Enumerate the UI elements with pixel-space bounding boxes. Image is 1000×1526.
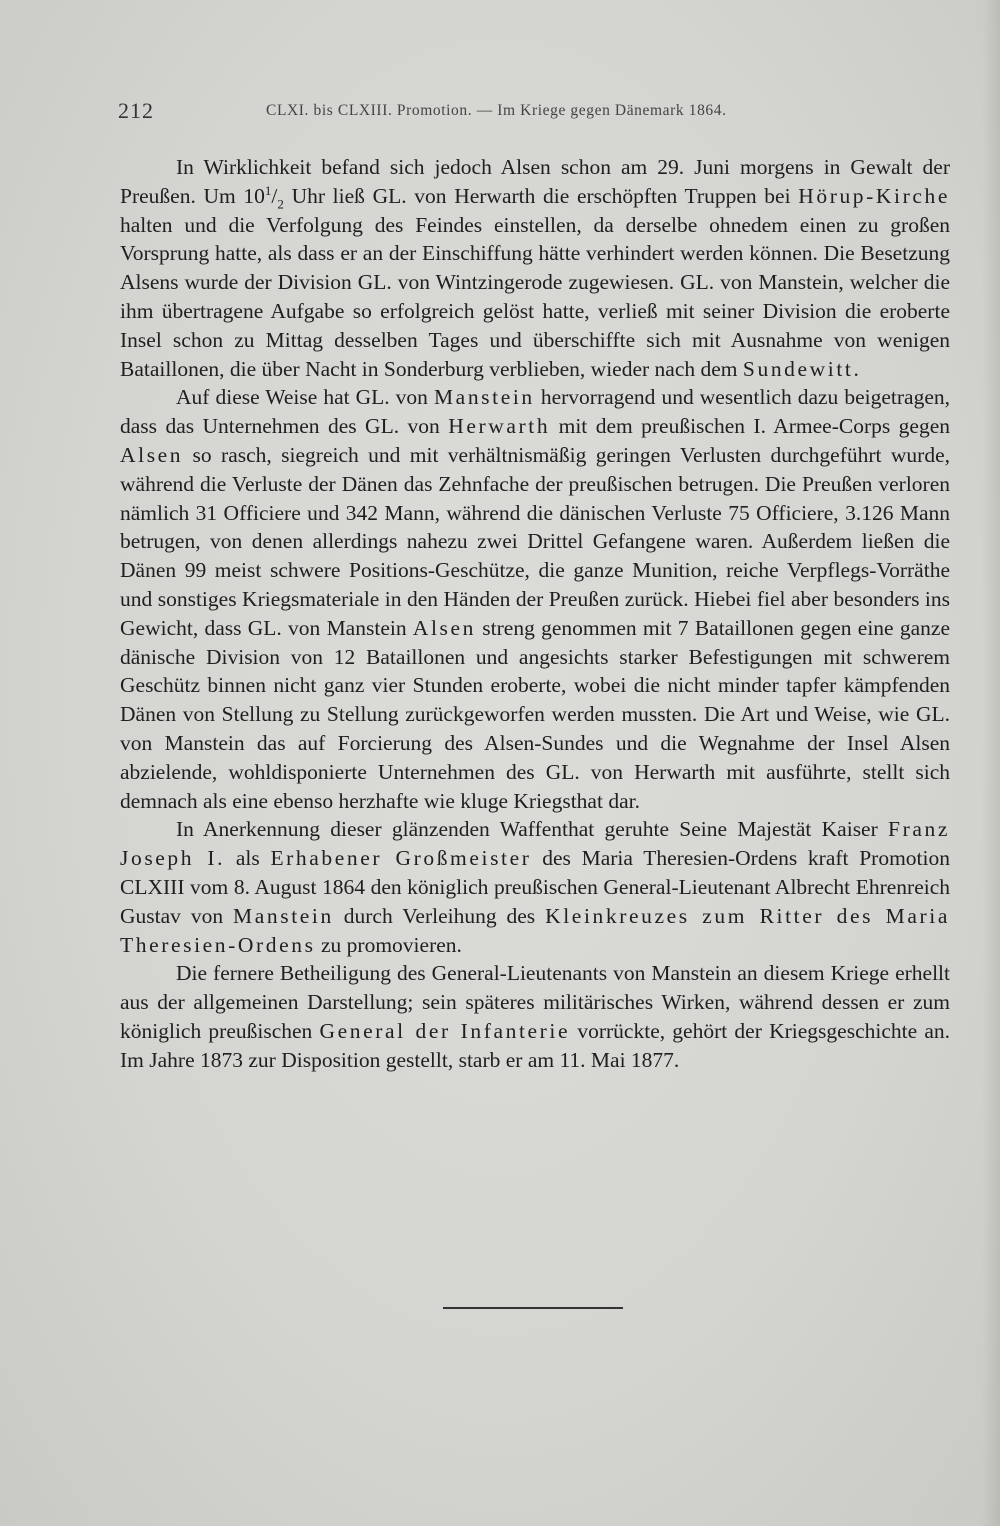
text-run: hervorragend und wesentlich dazu beigetragen, dass das Unternehmen des GL. von (120, 385, 950, 439)
text-run: vorrückte, gehört der Kriegsgeschichte an. Im Jahre 1873 zur Disposition gestellt, starb er am 11. Mai 1877. (120, 1018, 951, 1072)
spaced-name: Erhabener Großmeister (270, 846, 532, 871)
paragraph-3 (120, 815, 950, 959)
text-run: In Wirklichkeit befand sich jedoch Alsen schon am 29. Juni morgens in Gewalt der Preußen. Um 10 (120, 155, 950, 208)
fraction-numerator: 1 (264, 182, 272, 198)
fraction-slash: / (271, 183, 278, 208)
running-head: CLXI. bis CLXIII. Promotion. — Im Kriege gegen Dänemark 1864. (266, 102, 727, 119)
paragraph-1 (120, 153, 950, 383)
spaced-name: Herwarth (448, 414, 551, 439)
text-run: durch Verleihung des (333, 903, 546, 928)
text-run: zu promovieren. (315, 932, 462, 957)
fraction-denominator: 2 (277, 196, 284, 212)
text-run: so rasch, siegreich und mit verhältnismäßig geringen Verlusten durchgeführt wurde, während die Verluste der Dänen das Zehnfache der preußischen betrugen. Die Preußen verloren nämlich 31 Officiere und 342 Mann, während die dänischen Verluste 75 Officiere, 3.126 Mann betrugen, von denen allerdings nahezu zwei Drittel Gefangene waren. Außerdem ließen die Dänen 99 meist schwere Positions-Geschütze, die ganze Munition, reiche Verpflegs-Vorräthe und sonstiges Kriegsmateriale in den Händen der Preußen zurück. Hiebei fiel aber besonders ins Gewicht, dass GL. von Manstein (120, 442, 950, 640)
text-run: Auf diese Weise hat GL. von (176, 385, 434, 410)
spaced-name: General der Infanterie (319, 1018, 571, 1043)
text-run: mit dem preußischen I. Armee-Corps gegen (550, 414, 950, 439)
spaced-name: Kleinkreuzes zum Ritter des Maria Theresien-Ordens (120, 903, 950, 957)
spaced-name: Alsen (412, 615, 477, 640)
text-run: halten und die Verfolgung des Feindes einstellen, da derselbe ohnedem einen zu großen Vorsprung hatte, als dass er an der Einschiffung hätte verhindert werden können. Die Besetzung Alsens wurde der Division GL. von Wintzingerode zugewiesen. GL. von Manstein, welcher die ihm übertragene Aufgabe so erfolgreich gelöst hatte, verließ mit seiner Division die eroberte Insel schon zu Mittag desselben Tages und überschiffte sich mit Ausnahme von wenigen Bataillonen, die über Nacht in Sonderburg verblieben, wieder nach dem (120, 212, 950, 381)
text-run: des Maria Theresien-Ordens kraft Promotion CLXIII vom 8. August 1864 den königlich preußischen General-Lieutenant Albrecht Ehrenreich Gustav von (120, 846, 950, 928)
paragraph-4 (120, 959, 950, 1074)
text-run: . (853, 356, 859, 381)
spaced-name: Franz Joseph I. (120, 817, 950, 871)
spaced-name: Hörup-Kirche (798, 183, 951, 208)
text-run: als (225, 846, 271, 871)
text-run: Die fernere Betheiligung des General-Lieutenants von Manstein an diesem Kriege erhellt aus der allgemeinen Darstellung; sein späteres militärisches Wirken, während dessen er zum königlich preußischen (120, 961, 950, 1043)
page-number: 212 (118, 98, 154, 123)
spaced-name: Alsen (120, 442, 184, 467)
spaced-name: Sundewitt (742, 356, 854, 381)
spaced-name: Manstein (433, 385, 535, 410)
text-run: streng genommen mit 7 Bataillonen gegen eine ganze dänische Division von 12 Bataillonen und angesichts starker Befestigungen mit schwerem Geschütz binnen nicht ganz vier Stunden eroberte, wobei die nicht minder tapfer kämpfenden Dänen von Stellung zu Stellung zurückgeworfen werden mussten. Die Art und Weise, wie GL. von Manstein das auf Forcierung des Alsen-Sundes und die Wegnahme der Insel Alsen abzielende, wohldisponierte Unternehmen des GL. von Herwarth mit ausführte, stellt sich demnach als eine ebenso herzhafte wie kluge Kriegsthat dar. (120, 615, 950, 813)
page-header (118, 98, 948, 128)
text-run: In Anerkennung dieser glänzenden Waffenthat geruhte Seine Majestät Kaiser (176, 817, 889, 842)
paragraph-2 (120, 383, 950, 815)
closing-rule (443, 1307, 623, 1309)
body-text (120, 153, 950, 1075)
spaced-name: Manstein (233, 903, 334, 928)
page-edge-shadow (982, 0, 1000, 1526)
text-run: Uhr ließ GL. von Herwarth die erschöpften Truppen bei (283, 183, 799, 208)
